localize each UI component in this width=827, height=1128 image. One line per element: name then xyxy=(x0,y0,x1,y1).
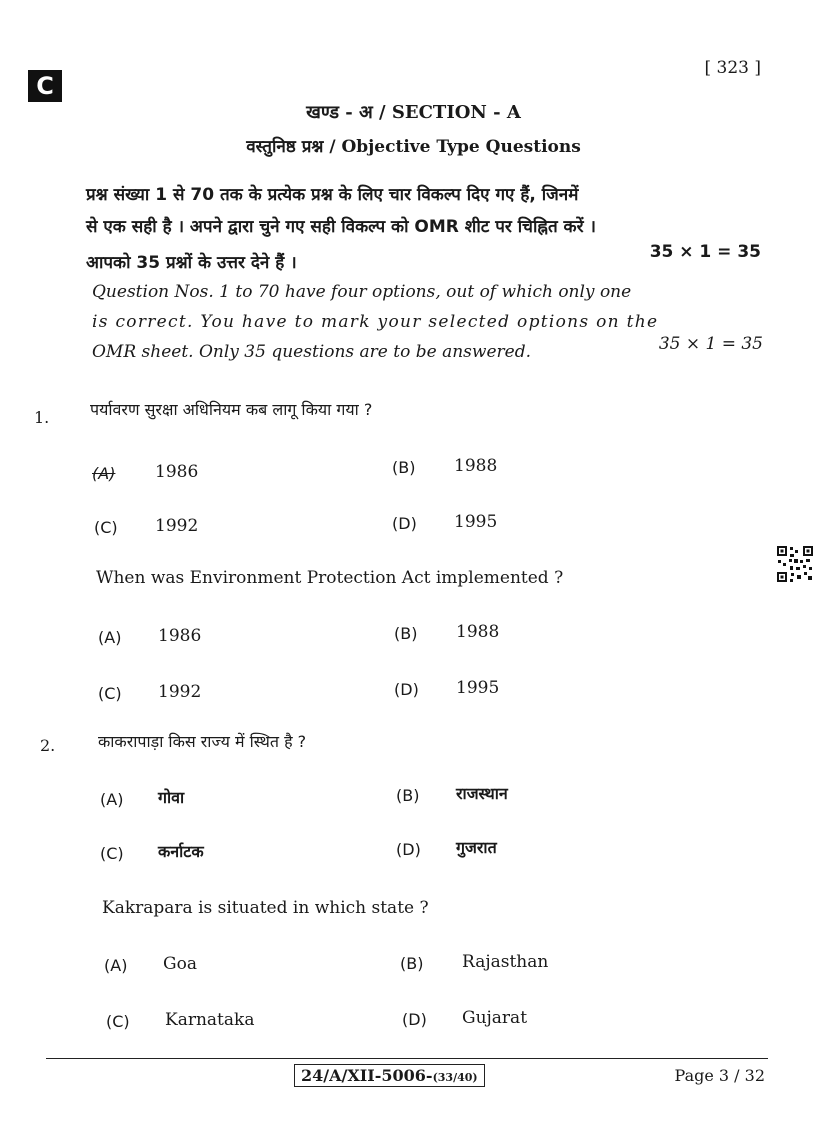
option-label-a-marked: (A) xyxy=(92,464,116,483)
instruction-english-line-1: Question Nos. 1 to 70 have four options, out of which only one xyxy=(92,282,632,302)
option-label: (C) xyxy=(98,684,122,703)
option-value: 1995 xyxy=(454,512,498,532)
option-label: (B) xyxy=(392,458,416,477)
option-value: 1986 xyxy=(155,462,199,482)
option-value: गुजरात xyxy=(456,838,497,857)
option-value: 1992 xyxy=(155,516,199,536)
option-label: (A) xyxy=(98,628,122,647)
paper-code-main: 24/A/XII-5006- xyxy=(301,1066,433,1085)
instruction-hindi-line-3: आपको 35 प्रश्नों के उत्तर देने हैं । xyxy=(86,253,297,273)
option-value: कर्नाटक xyxy=(158,842,204,861)
option-label: (A) xyxy=(104,956,128,975)
instruction-hindi-marks: 35 × 1 = 35 xyxy=(649,242,761,262)
option-value: Goa xyxy=(163,954,197,974)
option-label: (D) xyxy=(402,1010,427,1029)
question-text-english: Kakrapara is situated in which state ? xyxy=(102,898,429,918)
option-value: Gujarat xyxy=(462,1008,528,1028)
option-label: (A) xyxy=(100,790,124,809)
section-title: खण्ड - अ / SECTION - A xyxy=(306,102,521,123)
option-value: Rajasthan xyxy=(462,952,549,972)
option-value: 1988 xyxy=(454,456,498,476)
paper-code xyxy=(294,1064,485,1087)
option-label: (C) xyxy=(100,844,124,863)
option-label: (B) xyxy=(396,786,420,805)
paper-set-badge: C xyxy=(28,70,62,102)
option-label: (D) xyxy=(396,840,421,859)
footer-rule xyxy=(46,1058,768,1059)
option-value: 1995 xyxy=(456,678,500,698)
instruction-hindi-line-2: से एक सही है । अपने द्वारा चुने गए सही विकल्प को OMR शीट पर चिह्नित करें । xyxy=(86,217,596,237)
instruction-hindi-line-1: प्रश्न संख्या 1 से 70 तक के प्रत्येक प्रश्न के लिए चार विकल्प दिए गए हैं, जिनमें xyxy=(86,185,579,205)
instruction-english-marks: 35 × 1 = 35 xyxy=(658,334,763,354)
question-text-english: When was Environment Protection Act implemented ? xyxy=(96,568,564,588)
question-text-hindi: काकरापाड़ा किस राज्य में स्थित है ? xyxy=(98,732,307,751)
question-number: 2. xyxy=(40,736,56,755)
option-value: गोवा xyxy=(158,788,185,807)
footer-page: Page 3 / 32 xyxy=(674,1066,765,1085)
option-label: (C) xyxy=(94,518,118,537)
instruction-english-line-2: is correct. You have to mark your selected options on the xyxy=(92,312,659,332)
paper-code-suffix: (33/40) xyxy=(432,1071,478,1084)
option-label: (D) xyxy=(394,680,419,699)
instruction-english-line-3: OMR sheet. Only 35 questions are to be answered. xyxy=(92,342,531,362)
option-value: राजस्थान xyxy=(456,784,508,803)
option-label: (B) xyxy=(394,624,418,643)
option-label: (D) xyxy=(392,514,417,533)
qr-code-icon xyxy=(776,545,814,587)
section-subtitle: वस्तुनिष्ठ प्रश्न / Objective Type Questions xyxy=(246,137,581,157)
page-number: [ 323 ] xyxy=(704,58,761,78)
question-number: 1. xyxy=(34,408,50,427)
option-value: 1988 xyxy=(456,622,500,642)
option-label: (B) xyxy=(400,954,424,973)
option-value: 1992 xyxy=(158,682,202,702)
option-label: (C) xyxy=(106,1012,130,1031)
option-value: 1986 xyxy=(158,626,202,646)
question-text-hindi: पर्यावरण सुरक्षा अधिनियम कब लागू किया गया ? xyxy=(90,400,373,419)
option-value: Karnataka xyxy=(165,1010,255,1030)
